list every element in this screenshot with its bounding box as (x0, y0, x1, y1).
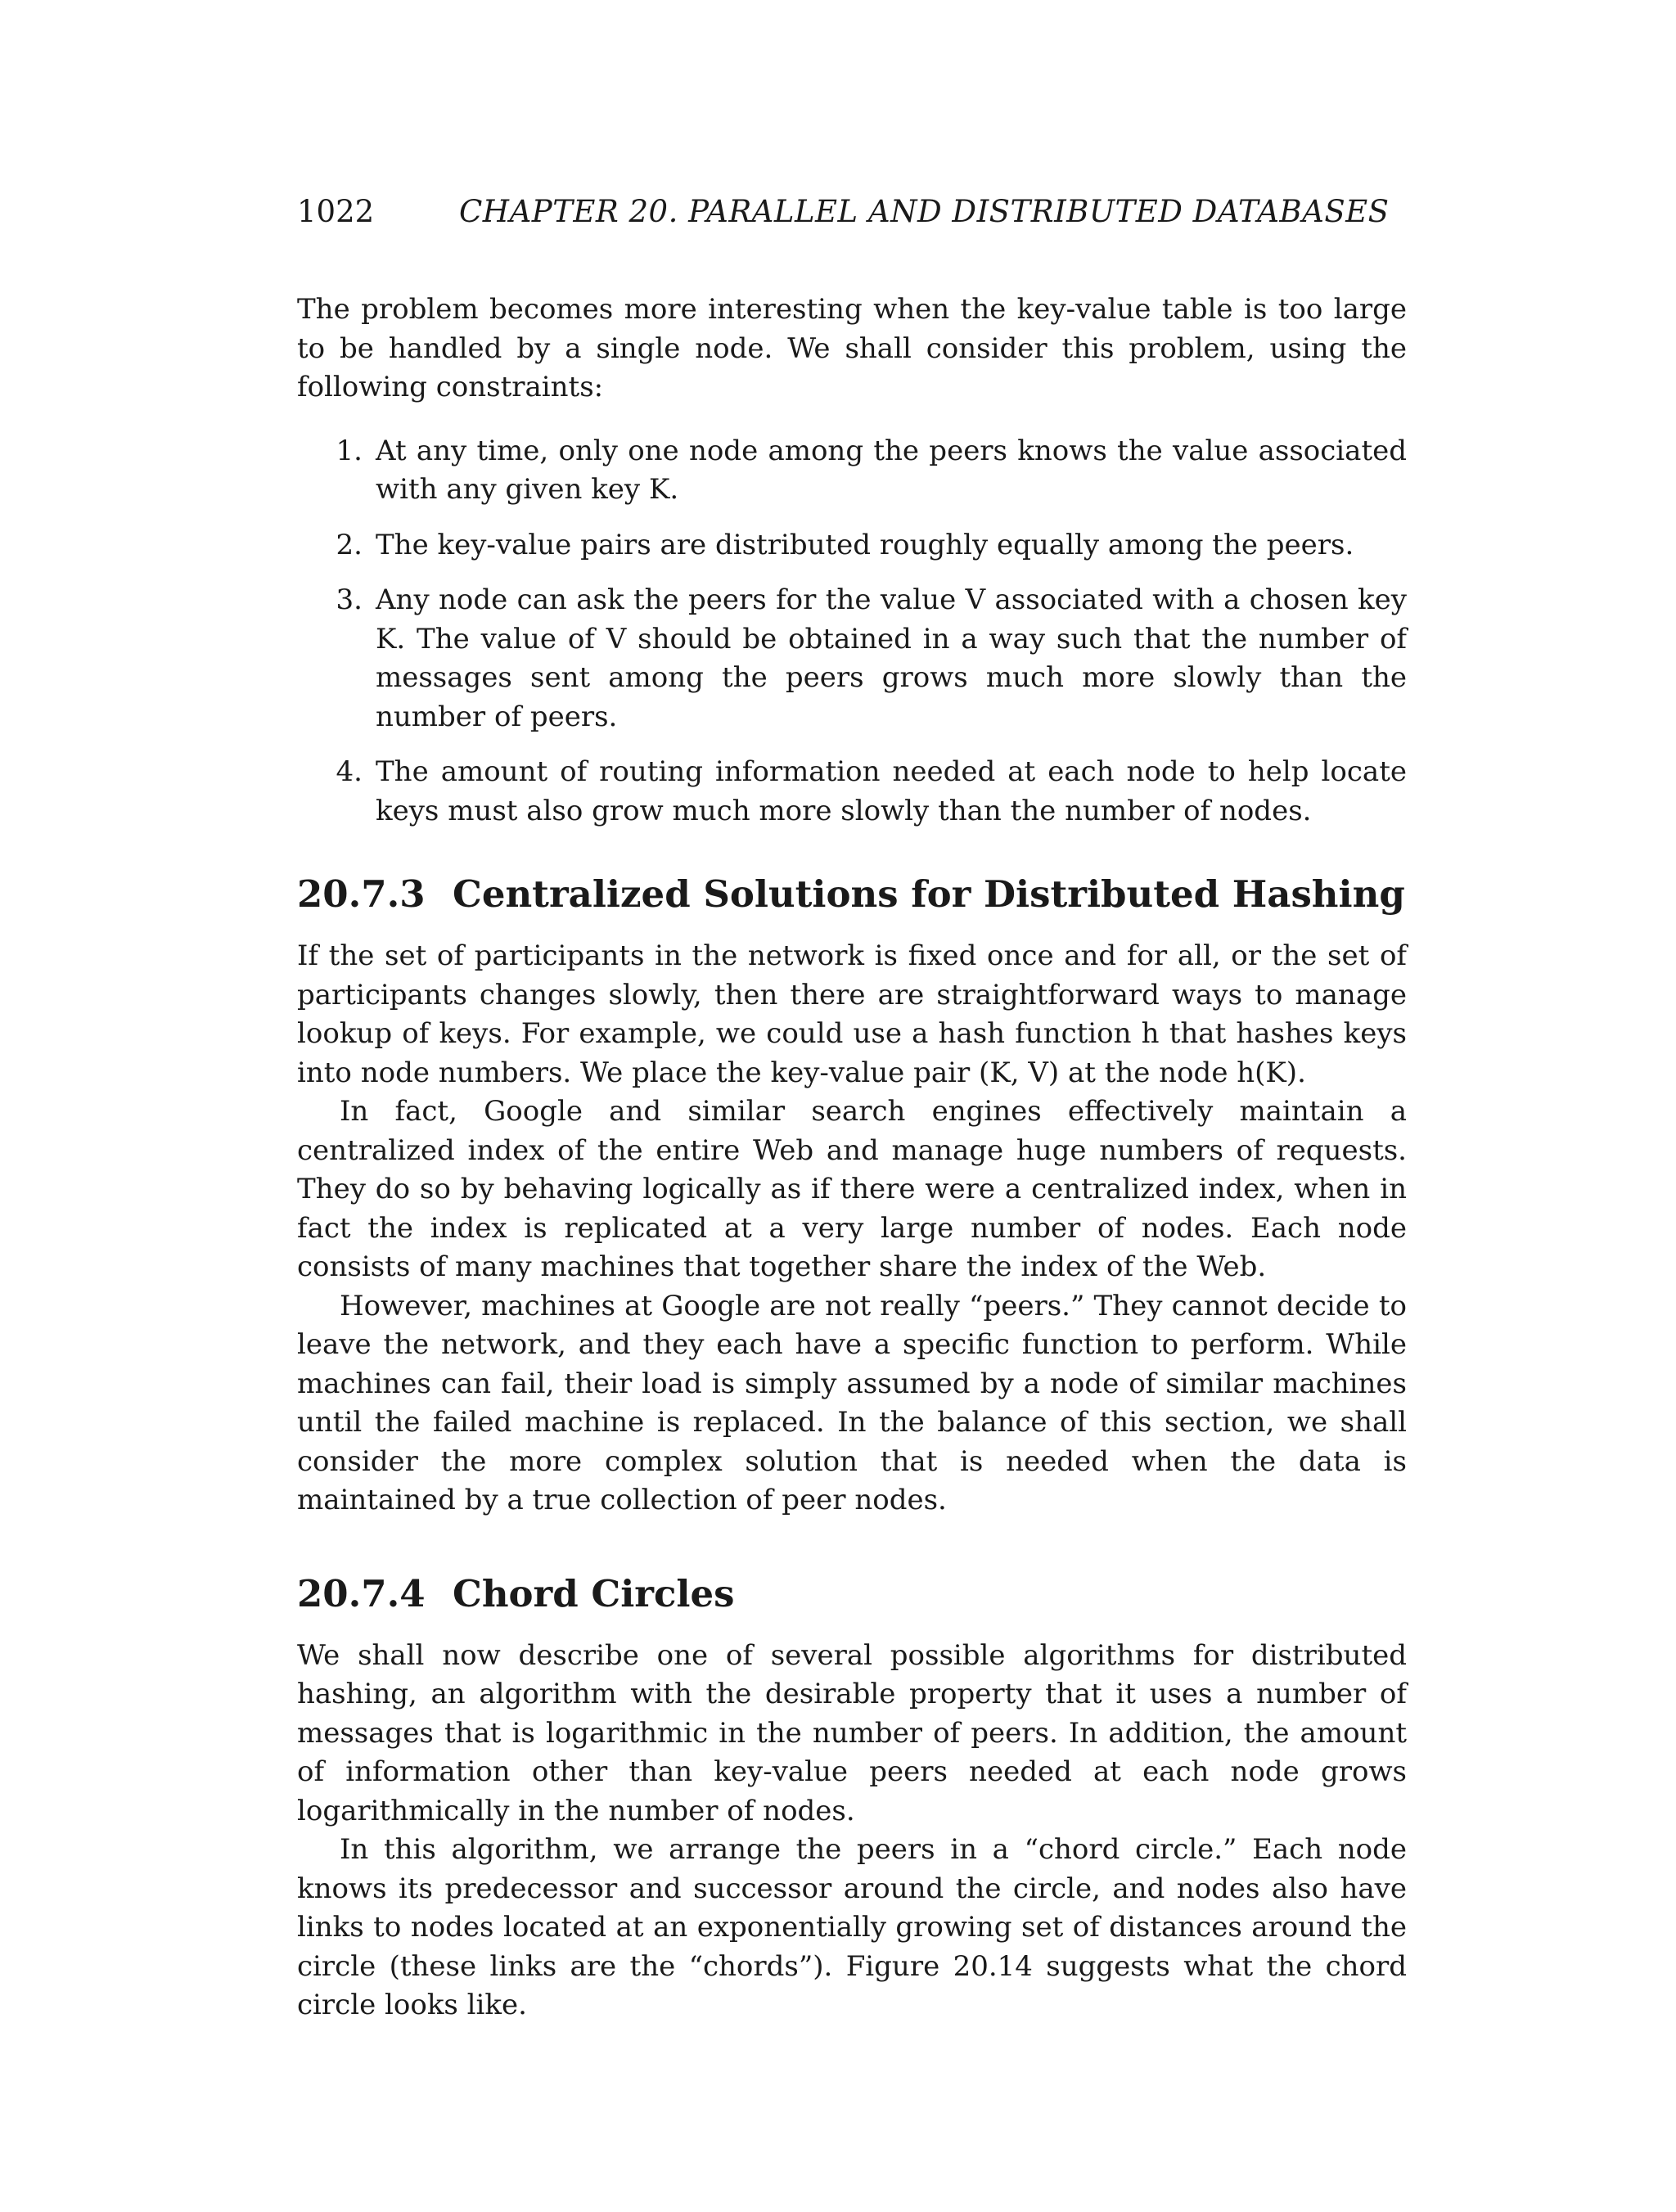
chapter-title: CHAPTER 20. PARALLEL AND DISTRIBUTED DATABASES (459, 194, 1390, 229)
constraints-list (297, 432, 1407, 831)
list-item (297, 526, 1407, 565)
list-item (297, 432, 1407, 510)
running-head (297, 196, 1407, 227)
list-item-text: Any node can ask the peers for the value V associated with a chosen key K. The value of V should be obtained in a way such that the number of messages sent among the peers grows much more slowly than the number of peers. (376, 583, 1407, 733)
list-item-number: 3. (336, 583, 363, 616)
list-item-text: At any time, only one node among the peers knows the value associated with any given key K. (376, 434, 1407, 506)
section-title: Centralized Solutions for Distributed Hashing (453, 872, 1405, 916)
body-paragraph: However, machines at Google are not really “peers.” They cannot decide to leave the network, and they each have a specific function to perform. While machines can fail, their load is simply assumed by a node of similar machines until the failed machine is replaced. In the balance of this section, we shall consider the more complex solution that is needed when the data is maintained by a true collection of peer nodes. (297, 1289, 1407, 1516)
body-paragraph: In this algorithm, we arrange the peers in a “chord circle.” Each node knows its predecessor and successor around the circle, and nodes also have links to nodes located at an exponentially growing set of distances around the circle (these links are the “chords”). Figure 20.14 suggests what the chord circle looks like. (297, 1833, 1407, 2021)
section-title: Chord Circles (453, 1571, 735, 1615)
list-item-text: The amount of routing information needed at each node to help locate keys must also grow much more slowly than the number of nodes. (376, 755, 1407, 827)
list-item (297, 753, 1407, 831)
intro-paragraph: The problem becomes more interesting when the key-value table is too large to be handled by a single node. We shall consider this problem, using the following constraints: (297, 293, 1407, 403)
body-paragraph: In fact, Google and similar search engines effectively maintain a centralized index of the entire Web and manage huge numbers of requests. They do so by behaving logically as if there were a centralized index, when in fact the index is replicated at a very large number of nodes. Each node consists of many machines that together share the index of the Web. (297, 1095, 1407, 1283)
list-item (297, 581, 1407, 737)
list-item-number: 4. (336, 755, 363, 788)
section-heading-chord (297, 1571, 1407, 1617)
section-number: 20.7.3 (297, 872, 426, 916)
list-item-number: 2. (336, 528, 363, 561)
book-page (297, 196, 1407, 2025)
page-number: 1022 (297, 194, 375, 229)
list-item-number: 1. (336, 434, 363, 467)
section-number: 20.7.4 (297, 1571, 426, 1615)
list-item-text: The key-value pairs are distributed roughly equally among the peers. (376, 528, 1354, 561)
body-paragraph: We shall now describe one of several possible algorithms for distributed hashing, an algorithm with the desirable property that it uses a number of messages that is logarithmic in the number of peers. In addition, the amount of information other than key-value peers needed at each node grows logarithmically in the number of nodes. (297, 1638, 1407, 1827)
body-paragraph: If the set of participants in the network is fixed once and for all, or the set of participants changes slowly, then there are straightforward ways to manage lookup of keys. For example, we could use a hash function h that hashes keys into node numbers. We place the key-value pair (K, V) at the node h(K). (297, 939, 1407, 1089)
section-heading-centralized (297, 872, 1407, 917)
